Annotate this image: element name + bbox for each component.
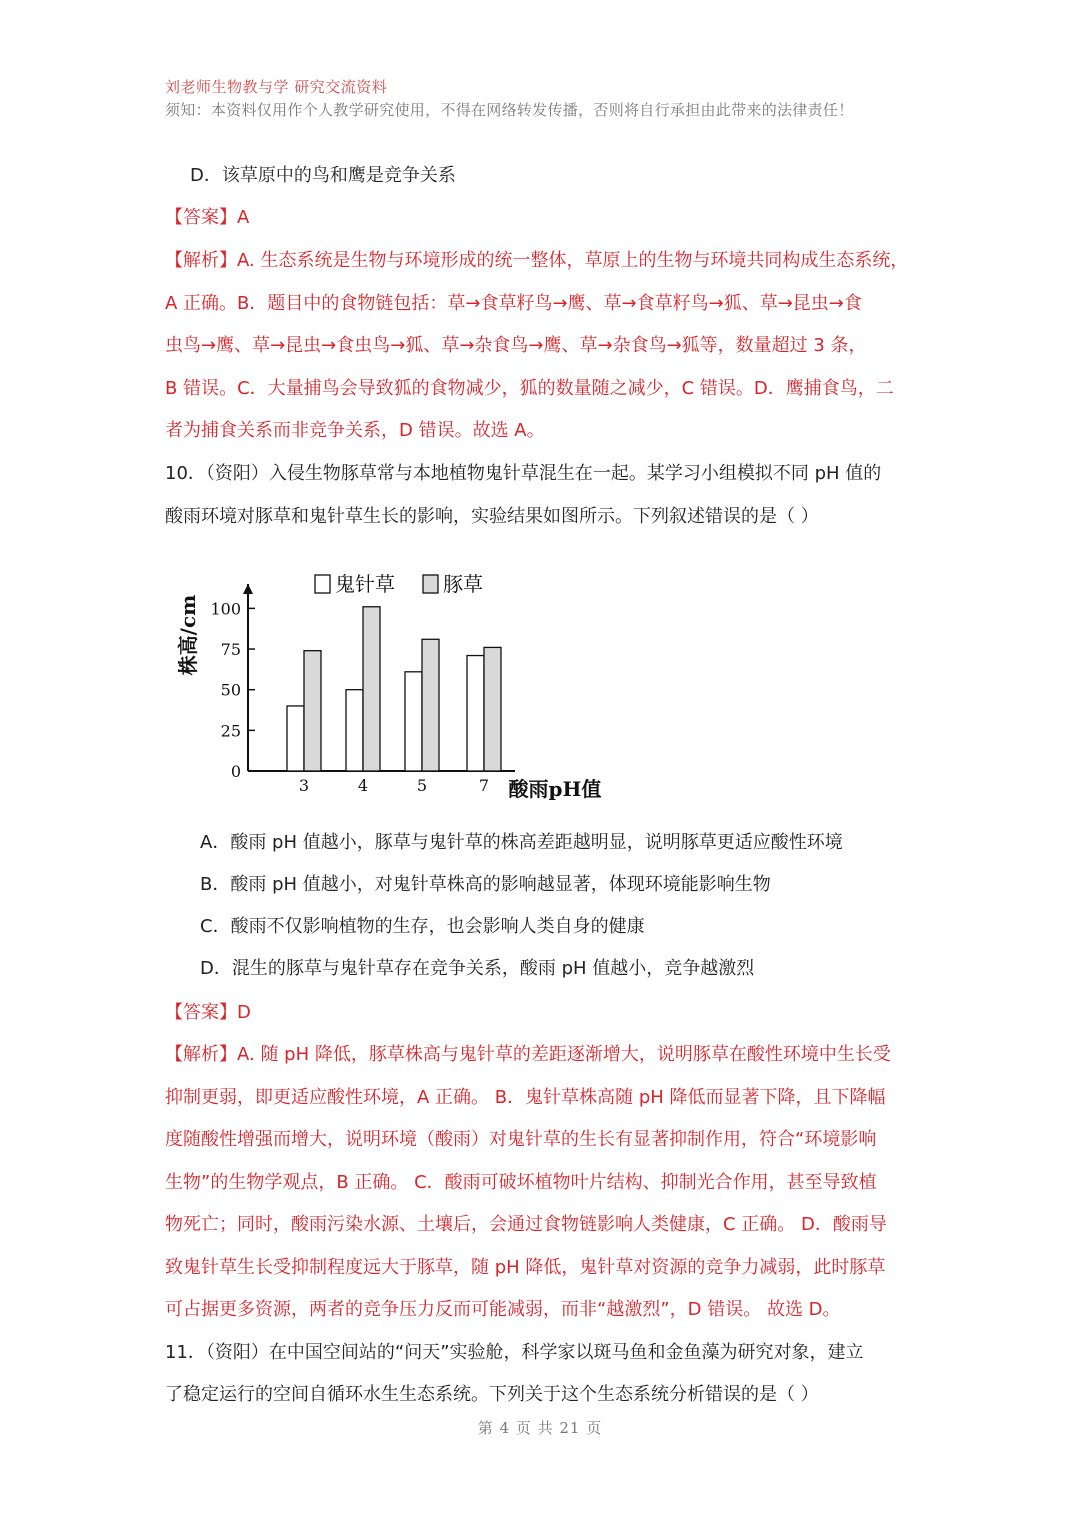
y-tick-label: 0 xyxy=(230,762,241,781)
y-tick-label: 75 xyxy=(220,640,241,660)
header-title: 刘老师生物教与学 研究交流资料 xyxy=(165,78,388,96)
q10-stem-line: 10．（资阳）入侵生物豚草常与本地植物鬼针草混生在一起。某学习小组模拟不同 pH 值的 xyxy=(165,463,882,484)
y-tick-label: 100 xyxy=(210,599,241,619)
legend-swatch xyxy=(423,575,438,593)
q10-answer: 【答案】D xyxy=(165,1002,251,1023)
q10-stem-line: 酸雨环境对豚草和鬼针草生长的影响，实验结果如图所示。下列叙述错误的是（ ） xyxy=(165,506,819,527)
header-notice: 须知：本资料仅用作个人教学研究使用，不得在网络转发传播，否则将自行承担由此带来的法律责任！ xyxy=(165,101,854,119)
q10-analysis-line: 生物”的生物学观点，B 正确。 C．酸雨可破坏植物叶片结构、抑制光合作用，甚至导致植 xyxy=(165,1172,877,1193)
legend-label: 鬼针草 xyxy=(335,572,395,596)
x-tick-label: 7 xyxy=(478,776,490,795)
bar-guizhencao xyxy=(405,672,422,771)
legend-swatch xyxy=(315,575,330,593)
q10-option-c: C．酸雨不仅影响植物的生存，也会影响人类自身的健康 xyxy=(200,916,645,937)
q9-analysis-line: 者为捕食关系而非竞争关系，D 错误。故选 A。 xyxy=(165,420,545,441)
bar-guizhencao xyxy=(467,656,484,771)
x-tick-label: 4 xyxy=(357,776,369,795)
bar-tuncao xyxy=(304,651,321,771)
legend-label: 豚草 xyxy=(443,572,483,596)
q9-analysis-line: B 错误。C．大量捕鸟会导致狐的食物减少，狐的数量随之减少，C 错误。D．鹰捕食鸟，二 xyxy=(165,378,894,399)
q10-analysis-line: 抑制更弱，即更适应酸性环境，A 正确。 B．鬼针草株高随 pH 降低而显著下降，且下降幅 xyxy=(165,1087,886,1108)
y-axis-label: 株高/cm xyxy=(176,594,200,676)
bar-tuncao xyxy=(363,607,380,771)
x-tick-label: 5 xyxy=(416,776,428,795)
q9-analysis-line: 【解析】A. 生态系统是生物与环境形成的统一整体，草原上的生物与环境共同构成生态系统， xyxy=(165,250,909,271)
q9-analysis-line: A 正确。B．题目中的食物链包括：草→食草籽鸟→鹰、草→食草籽鸟→狐、草→昆虫→食 xyxy=(165,293,862,314)
y-tick-label: 25 xyxy=(220,721,241,741)
q10-option-b: B．酸雨 pH 值越小，对鬼针草株高的影响越显著，体现环境能影响生物 xyxy=(200,874,771,895)
y-tick-label: 50 xyxy=(220,680,241,700)
chart-legend xyxy=(315,572,483,596)
q10-option-d: D．混生的豚草与鬼针草存在竞争关系，酸雨 pH 值越小，竞争越激烈 xyxy=(200,958,755,979)
q11-stem-line: 了稳定运行的空间自循环水生生态系统。下列关于这个生态系统分析错误的是（ ） xyxy=(165,1384,819,1405)
q10-analysis-line: 致鬼针草生长受抑制程度远大于豚草，随 pH 降低，鬼针草对资源的竞争力减弱，此时豚草 xyxy=(165,1257,886,1278)
bar-guizhencao xyxy=(346,690,363,771)
q10-analysis-line: 【解析】A. 随 pH 降低，豚草株高与鬼针草的差距逐渐增大，说明豚草在酸性环境中生长受 xyxy=(165,1044,891,1065)
q10-analysis-line: 可占据更多资源，两者的竞争压力反而可能减弱，而非“越激烈”，D 错误。 故选 D。 xyxy=(165,1299,841,1320)
q10-analysis-line: 物死亡；同时，酸雨污染水源、土壤后，会通过食物链影响人类健康，C 正确。 D．酸雨导 xyxy=(165,1214,887,1235)
y-axis-arrow xyxy=(243,584,253,594)
q9-option-d: D．该草原中的鸟和鹰是竞争关系 xyxy=(190,165,456,186)
q10-option-a: A．酸雨 pH 值越小，豚草与鬼针草的株高差距越明显，说明豚草更适应酸性环境 xyxy=(200,832,843,853)
bar-chart xyxy=(165,560,625,810)
page-number: 第 4 页 共 21 页 xyxy=(477,1419,603,1437)
q9-analysis-line: 虫鸟→鹰、草→昆虫→食虫鸟→狐、草→杂食鸟→鹰、草→杂食鸟→狐等，数量超过 3 条， xyxy=(165,335,867,356)
bar-tuncao xyxy=(484,647,501,771)
x-axis-label: 酸雨pH值 xyxy=(508,777,602,801)
chart-bars xyxy=(287,607,501,771)
bar-tuncao xyxy=(422,639,439,771)
q11-stem-line: 11．（资阳）在中国空间站的“问天”实验舱，科学家以斑马鱼和金鱼藻为研究对象，建立 xyxy=(165,1342,864,1363)
q10-analysis-line: 度随酸性增强而增大，说明环境（酸雨）对鬼针草的生长有显著抑制作用，符合“环境影响 xyxy=(165,1129,877,1150)
bar-guizhencao xyxy=(287,706,304,771)
q9-answer: 【答案】A xyxy=(165,207,250,228)
x-tick-label: 3 xyxy=(298,776,310,795)
